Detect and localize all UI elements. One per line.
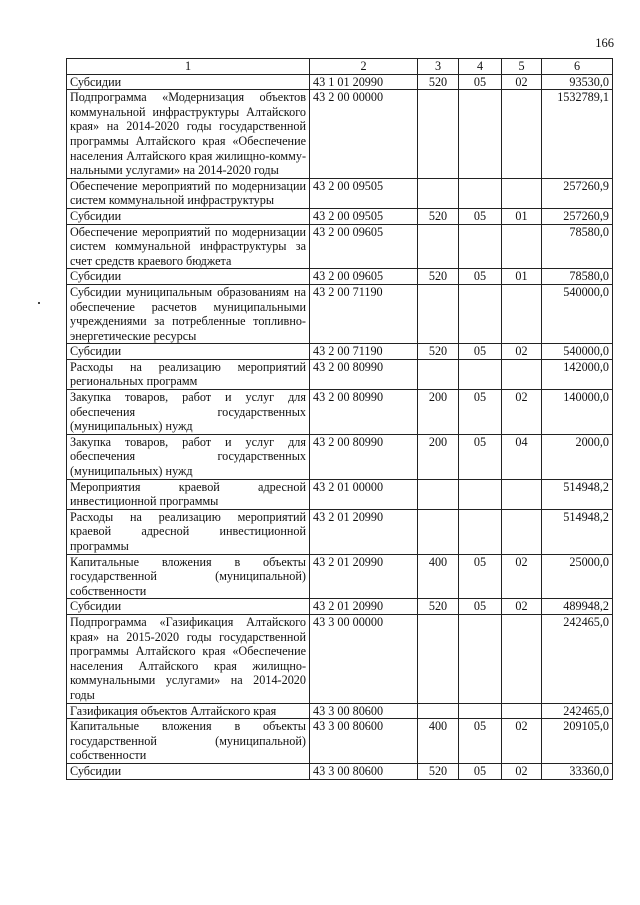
item-name: Субсидии муниципальным образованиям на обеспечение расчетов муниципальными учреждениями за потребленные топливно-энергетические ресурсы [67,284,310,343]
table-row [67,719,613,764]
target-code: 43 2 00 09605 [310,269,418,285]
expense-type [418,224,459,269]
table-row [67,344,613,360]
amount: 33360,0 [542,763,613,779]
item-name: Субсидии [67,344,310,360]
amount: 514948,2 [542,509,613,554]
subsection: 01 [502,208,542,224]
table-row [67,224,613,269]
target-code: 43 2 01 20990 [310,554,418,599]
subsection: 02 [502,599,542,615]
target-code: 43 2 00 09605 [310,224,418,269]
expense-type [418,614,459,703]
expense-type: 520 [418,74,459,90]
target-code: 43 3 00 80600 [310,763,418,779]
expense-type: 400 [418,554,459,599]
item-name: Субсидии [67,599,310,615]
table-row [67,90,613,179]
subsection: 02 [502,554,542,599]
section: 05 [459,390,502,435]
header-cell: 3 [418,59,459,75]
table-row [67,554,613,599]
target-code: 43 2 00 80990 [310,390,418,435]
table-row [67,269,613,285]
target-code: 43 2 00 09505 [310,208,418,224]
table-row [67,763,613,779]
header-cell: 5 [502,59,542,75]
amount: 257260,9 [542,178,613,208]
section: 05 [459,344,502,360]
section [459,614,502,703]
item-name: Расходы на реализацию мероприятий региональных программ [67,359,310,389]
item-name: Субсидии [67,208,310,224]
target-code: 43 1 01 20990 [310,74,418,90]
item-name: Обеспечение мероприятий по модернизации систем коммунальной инфраструктуры [67,178,310,208]
amount: 540000,0 [542,344,613,360]
table-row [67,390,613,435]
table-row [67,208,613,224]
item-name: Закупка товаров, работ и услуг для обеспечения государственных (муниципальных) нужд [67,434,310,479]
target-code: 43 2 00 00000 [310,90,418,179]
table-row [67,284,613,343]
header-cell: 6 [542,59,613,75]
item-name: Газификация объектов Алтайского края [67,703,310,719]
table-row [67,178,613,208]
target-code: 43 2 01 00000 [310,479,418,509]
table-row [67,703,613,719]
table-row [67,74,613,90]
target-code: 43 3 00 00000 [310,614,418,703]
item-name: Подпрограмма «Модернизация объектов коммунальной инфраструктуры Алтайского края» на 2014-2020 годы государственной программы Алтайского края «Обеспечение населения Алтайского края жилищно-коммунальными услугами» на 2014-2020 годы [67,90,310,179]
section [459,224,502,269]
amount: 242465,0 [542,614,613,703]
target-code: 43 2 00 80990 [310,434,418,479]
section: 05 [459,763,502,779]
subsection: 01 [502,269,542,285]
item-name: Мероприятия краевой адресной инвестиционной программы [67,479,310,509]
section: 05 [459,434,502,479]
item-name: Субсидии [67,74,310,90]
expense-type: 520 [418,763,459,779]
subsection: 02 [502,390,542,435]
amount: 209105,0 [542,719,613,764]
subsection [502,614,542,703]
subsection [502,479,542,509]
amount: 2000,0 [542,434,613,479]
subsection: 04 [502,434,542,479]
section: 05 [459,554,502,599]
subsection [502,224,542,269]
expense-type [418,479,459,509]
amount: 78580,0 [542,269,613,285]
page-number: 166 [595,36,614,50]
item-name: Капитальные вложения в объекты государственной (муниципальной) собственности [67,719,310,764]
item-name: Капитальные вложения в объекты государственной (муниципальной) собственности [67,554,310,599]
table-row [67,599,613,615]
amount: 257260,9 [542,208,613,224]
expense-type [418,178,459,208]
table-row [67,509,613,554]
table-row [67,614,613,703]
amount: 489948,2 [542,599,613,615]
expense-type: 200 [418,390,459,435]
header-row [67,59,613,75]
item-name: Расходы на реализацию мероприятий краевой адресной инвестиционной программы [67,509,310,554]
subsection [502,90,542,179]
item-name: Обеспечение мероприятий по модернизации систем коммунальной инфраструктуры за счет средств краевого бюджета [67,224,310,269]
section: 05 [459,719,502,764]
expense-type: 520 [418,344,459,360]
subsection [502,178,542,208]
item-name: Подпрограмма «Газификация Алтайского края» на 2015-2020 годы государственной программы Алтайского края «Обеспечение населения Алтайского края жилищно-коммунальными услугами» на 2014-2020 годы [67,614,310,703]
target-code: 43 2 00 71190 [310,344,418,360]
amount: 1532789,1 [542,90,613,179]
subsection [502,284,542,343]
section: 05 [459,599,502,615]
expense-type [418,509,459,554]
section [459,359,502,389]
header-cell: 2 [310,59,418,75]
expense-type: 400 [418,719,459,764]
subsection: 02 [502,74,542,90]
amount: 140000,0 [542,390,613,435]
target-code: 43 3 00 80600 [310,719,418,764]
target-code: 43 2 00 09505 [310,178,418,208]
expense-type [418,359,459,389]
expense-type: 520 [418,208,459,224]
section [459,178,502,208]
section [459,479,502,509]
section [459,90,502,179]
amount: 25000,0 [542,554,613,599]
section [459,509,502,554]
amount: 93530,0 [542,74,613,90]
table-row [67,359,613,389]
expense-type [418,284,459,343]
subsection: 02 [502,763,542,779]
amount: 142000,0 [542,359,613,389]
table-row [67,479,613,509]
section: 05 [459,74,502,90]
header-cell: 1 [67,59,310,75]
expense-type: 520 [418,269,459,285]
scan-speck [38,302,40,304]
header-cell: 4 [459,59,502,75]
table-row [67,434,613,479]
subsection [502,359,542,389]
target-code: 43 2 01 20990 [310,509,418,554]
subsection: 02 [502,719,542,764]
expense-type: 200 [418,434,459,479]
section: 05 [459,269,502,285]
section [459,703,502,719]
amount: 242465,0 [542,703,613,719]
budget-table [66,58,613,780]
section: 05 [459,208,502,224]
expense-type: 520 [418,599,459,615]
item-name: Субсидии [67,269,310,285]
section [459,284,502,343]
target-code: 43 2 01 20990 [310,599,418,615]
expense-type [418,703,459,719]
amount: 78580,0 [542,224,613,269]
item-name: Субсидии [67,763,310,779]
amount: 540000,0 [542,284,613,343]
target-code: 43 2 00 80990 [310,359,418,389]
target-code: 43 3 00 80600 [310,703,418,719]
expense-type [418,90,459,179]
subsection [502,509,542,554]
target-code: 43 2 00 71190 [310,284,418,343]
item-name: Закупка товаров, работ и услуг для обеспечения государственных (муниципальных) нужд [67,390,310,435]
subsection: 02 [502,344,542,360]
subsection [502,703,542,719]
amount: 514948,2 [542,479,613,509]
